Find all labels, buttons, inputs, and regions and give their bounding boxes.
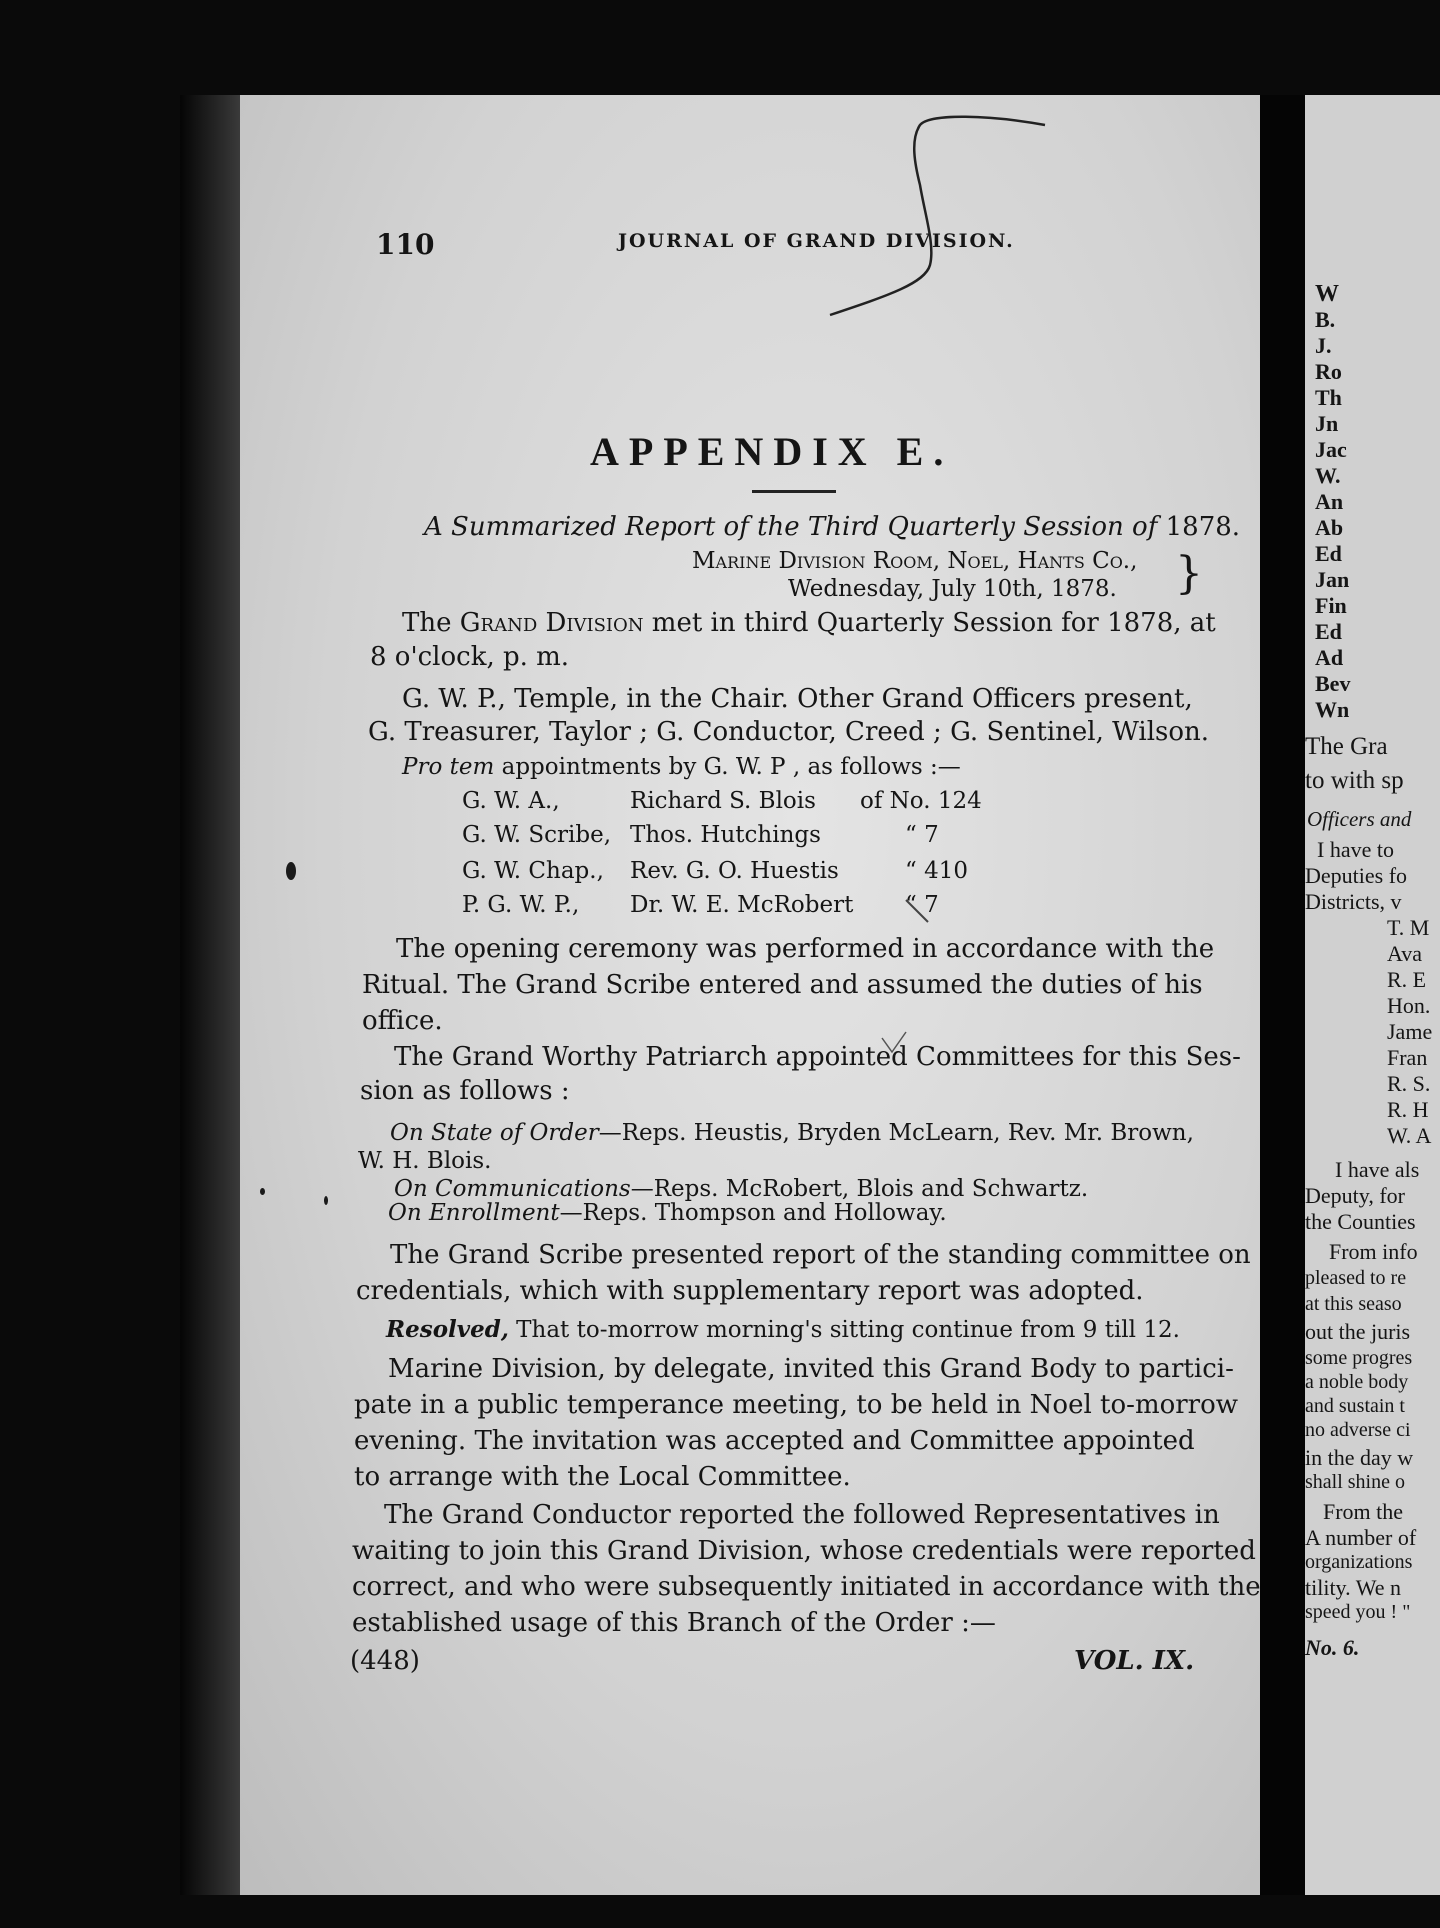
rp-line: No. 6.	[1305, 1635, 1360, 1660]
appointment-office: G. W. Scribe,	[462, 822, 612, 848]
book-binding	[180, 95, 240, 1895]
rp-line: Ad	[1315, 645, 1344, 670]
rp-line: Ed	[1315, 619, 1342, 644]
text-line: correct, and who were subsequently initiated in accordance with the	[352, 1572, 1261, 1602]
ink-speck	[260, 1188, 265, 1195]
appointment-ref: of No. 124	[860, 788, 982, 814]
rp-line: and sustain t	[1305, 1395, 1405, 1417]
text-line: credentials, which with supplementary report was adopted.	[356, 1276, 1144, 1306]
page-gutter	[1260, 95, 1305, 1895]
appendix-title: APPENDIX E.	[590, 429, 954, 474]
committee-line: On Enrollment—Reps. Thompson and Holloway.	[388, 1200, 947, 1226]
text-line: The Grand Worthy Patriarch appointed Committees for this Ses-	[394, 1042, 1241, 1072]
text-line: The Grand Conductor reported the followed Representatives in	[384, 1500, 1220, 1530]
rp-line: Ed	[1315, 541, 1342, 566]
rp-line: Hon.	[1387, 993, 1431, 1018]
appointment-office: G. W. A.,	[462, 788, 560, 814]
rp-line: Jac	[1315, 437, 1347, 462]
appointment-name: Richard S. Blois	[630, 788, 816, 814]
right-page-edge	[1305, 95, 1440, 1895]
page-number: 110	[376, 228, 435, 261]
text-line: sion as follows :	[360, 1076, 570, 1106]
date-line: Wednesday, July 10th, 1878.	[788, 576, 1117, 602]
committee-line: On Communications—Reps. McRobert, Blois and Schwartz.	[394, 1176, 1089, 1202]
footer-signature: (448)	[350, 1646, 420, 1676]
text-line: waiting to join this Grand Division, whose credentials were reported	[352, 1536, 1256, 1566]
title-rule	[752, 490, 836, 493]
resolved-line: Resolved, That to-morrow morning's sitting continue from 9 till 12.	[386, 1316, 1180, 1343]
text-line: G. W. P., Temple, in the Chair. Other Grand Officers present,	[402, 684, 1193, 714]
ink-speck	[324, 1196, 328, 1205]
ink-speck	[286, 862, 296, 880]
rp-line: Ab	[1315, 515, 1344, 540]
rp-line: Wn	[1315, 697, 1350, 722]
appointment-name: Thos. Hutchings	[630, 822, 821, 848]
place-line: Marine Division Room, Noel, Hants Co.,	[692, 548, 1138, 574]
rp-line: some progres	[1305, 1347, 1413, 1369]
text-line: G. Treasurer, Taylor ; G. Conductor, Creed ; G. Sentinel, Wilson.	[368, 717, 1210, 747]
subtitle: A Summarized Report of the Third Quarterly Session of 1878.	[424, 512, 1241, 542]
appointment-ref: “ 410	[905, 858, 968, 884]
rp-line: R. E	[1387, 967, 1427, 992]
text-line: Marine Division, by delegate, invited this Grand Body to partici-	[388, 1354, 1234, 1384]
rp-line: J.	[1315, 333, 1332, 358]
rp-line: W	[1315, 281, 1339, 307]
rp-line: Th	[1315, 385, 1342, 410]
check-mark	[880, 1030, 910, 1058]
text-line: evening. The invitation was accepted and Committee appointed	[354, 1426, 1195, 1456]
rp-line: W. A	[1387, 1123, 1432, 1148]
rp-line: Fran	[1387, 1045, 1428, 1070]
committee-line: W. H. Blois.	[358, 1148, 492, 1174]
appointment-ref: “ 7	[905, 822, 939, 848]
appointment-name: Dr. W. E. McRobert	[630, 892, 854, 918]
rp-line: Jan	[1315, 567, 1350, 592]
text-line: The Grand Scribe presented report of the standing committee on	[390, 1240, 1251, 1270]
rp-line: R. H	[1387, 1097, 1429, 1122]
rp-line: at this seaso	[1305, 1293, 1402, 1315]
footer-volume: VOL. IX.	[1074, 1646, 1195, 1676]
rp-line: pleased to re	[1305, 1267, 1407, 1289]
rp-line: R. S.	[1387, 1071, 1431, 1096]
rp-line: Officers and	[1307, 807, 1412, 831]
text-line: The opening ceremony was performed in accordance with the	[396, 934, 1215, 964]
rp-line: a noble body	[1305, 1371, 1409, 1393]
rp-line: An	[1315, 489, 1344, 514]
rp-line: The Gra	[1305, 733, 1388, 760]
appointment-office: P. G. W. P.,	[462, 892, 580, 918]
rp-line: in the day w	[1305, 1445, 1414, 1470]
rp-line: Ava	[1387, 941, 1423, 966]
rp-line: Deputies fo	[1305, 863, 1408, 888]
running-title: JOURNAL OF GRAND DIVISION.	[618, 230, 1015, 252]
rp-line: Bev	[1315, 671, 1351, 696]
rp-line: T. M	[1387, 915, 1430, 940]
rp-line: I have als	[1335, 1157, 1420, 1182]
rp-line: Jn	[1315, 411, 1339, 436]
rp-line: From the	[1323, 1499, 1404, 1524]
appointment-ref: “ 7	[905, 892, 939, 918]
rp-line: Districts, v	[1305, 889, 1402, 914]
appointment-office: G. W. Chap.,	[462, 858, 604, 884]
rp-line: out the juris	[1305, 1319, 1411, 1344]
text-line: to arrange with the Local Committee.	[354, 1462, 851, 1492]
text-line: established usage of this Branch of the Order :—	[352, 1608, 996, 1638]
brace-mark: }	[1175, 548, 1203, 599]
rp-line: to with sp	[1305, 767, 1404, 794]
rp-line: Fin	[1315, 593, 1347, 618]
handwritten-mark	[820, 105, 1060, 335]
text-line: 8 o'clock, p. m.	[370, 642, 570, 672]
committee-line: On State of Order—Reps. Heustis, Bryden McLearn, Rev. Mr. Brown,	[390, 1120, 1194, 1146]
rp-line: tility. We n	[1305, 1575, 1402, 1600]
rp-line: speed you ! "	[1305, 1601, 1411, 1623]
text-line: pate in a public temperance meeting, to be held in Noel to-morrow	[354, 1390, 1239, 1420]
text-line: Pro tem appointments by G. W. P , as follows :—	[402, 754, 961, 780]
rp-line: Deputy, for	[1305, 1183, 1405, 1208]
text-line: The Grand Division met in third Quarterly Session for 1878, at	[402, 608, 1216, 638]
rp-line: From info	[1329, 1239, 1418, 1264]
text-line: Ritual. The Grand Scribe entered and assumed the duties of his	[362, 970, 1203, 1000]
rp-line: B.	[1315, 307, 1336, 332]
rp-line: shall shine o	[1305, 1471, 1405, 1493]
rp-line: organizations	[1305, 1551, 1413, 1573]
rp-line: I have to	[1317, 837, 1394, 862]
rp-line: no adverse ci	[1305, 1419, 1411, 1441]
rp-line: A number of	[1305, 1525, 1417, 1550]
rp-line: Jame	[1387, 1019, 1433, 1044]
rp-line: W.	[1315, 463, 1341, 488]
appointment-name: Rev. G. O. Huestis	[630, 858, 839, 884]
tick-mark	[904, 898, 934, 928]
text-line: office.	[362, 1006, 443, 1036]
rp-line: Ro	[1315, 359, 1342, 384]
rp-line: the Counties	[1305, 1209, 1416, 1234]
